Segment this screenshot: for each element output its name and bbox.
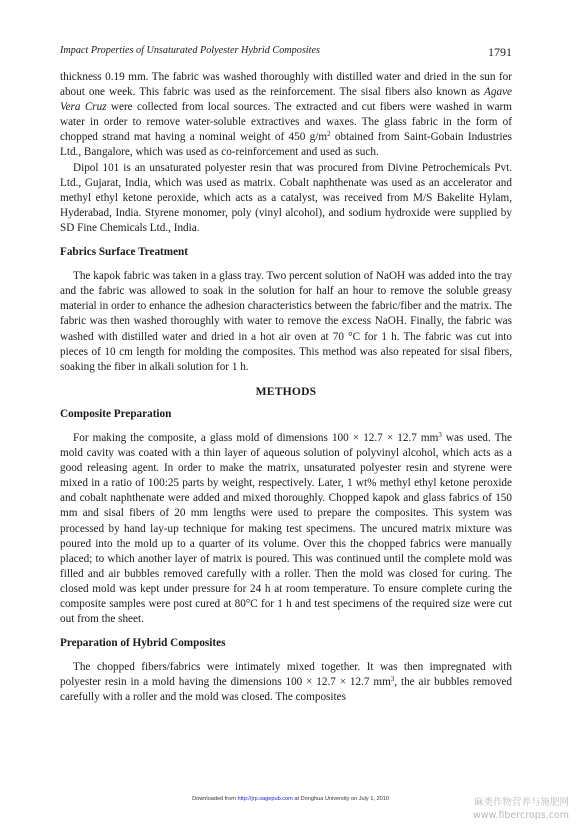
running-title: Impact Properties of Unsaturated Polyester Hybrid Composites: [60, 45, 320, 56]
paragraph-resin: Dipol 101 is an unsaturated polyester resin that was procured from Divine Petrochemicals Pvt. Ltd., Gujarat, India, which was used as matrix. Cobalt naphthenate was used as an accelerator and methyl ethyl ketone peroxide, which acts as a catalyst, was received from M/S Bakelite Hylam, Hyderabad, India. Styrene monomer, poly (vinyl alcohol), and sodium hydroxide were supplied by SD Fine Chemicals Ltd., India.: [60, 161, 512, 234]
site-watermark: [439, 796, 569, 822]
watermark-url: www.fibercrops.com: [472, 810, 569, 821]
page-number: 1791: [488, 45, 512, 59]
heading-hybrid-composites: Preparation of Hybrid Composites: [60, 637, 226, 650]
heading-fabrics-surface-treatment: Fabrics Surface Treatment: [60, 246, 189, 259]
paragraph-surface-treatment: The kapok fabric was taken in a glass tray. Two percent solution of NaOH was added into the tray and the fabric was allowed to soak in the solution for half an hour to remove the soluble greasy material in order to enhance the adhesion characteristics between the fabric/fiber and the matrix. The fabric was then washed thoroughly with water to remove the excess NaOH. Finally, the fabric was washed with distilled water and dried in a hot air oven at 70 °C for 1 h. The fabric was cut into pieces of 10 cm length for molding the composites. This method was also repeated for sisal fibers, soaking the fiber in alkali solution for 1 h.: [60, 270, 512, 373]
article-body: [60, 70, 512, 706]
species-name: Agave Vera Cruz: [60, 86, 512, 114]
paragraph-composite-preparation: For making the composite, a glass mold of dimensions 100 × 12.7 × 12.7 $mm^3$ was used. The mold cavity was coated with a thin layer of aqueous solution of polyvinyl alcohol, which acts as a good releasing agent. In order to make the matrix, unsaturated polyester resin and styrene were mixed in a ratio of 100:25 parts by weight, respectively. Later, 1 wt% methyl ethyl ketone peroxide and cobalt naphthenate were added and mixed thoroughly. Chopped kapok and glass fabrics of 150 mm and sisal fibers of 20 mm lengths were used to prepare the composites. This system was processed by hand lay-up technique for making test specimens. The uncured matrix mixture was poured into the mold up to a quarter of its volume. Over this the chopped fabrics were manually placed; to which another layer of matrix is poured. This was continued until the complete mold was filled and air bubbles removed carefully with a roller. Then the mold was closed for curing. The closed mold was kept under pressure for 24 h at room temperature. To ensure complete curing the composite samples were post cured at 80°C for 1 h and test specimens of the required size were cut out from the sheet.: [60, 430, 512, 626]
watermark-chinese-text: 麻类作物营养与施肥网: [473, 797, 569, 808]
paragraph-hybrid-composites: The chopped fibers/fabrics were intimately mixed together. It was then impregnated with polyester resin in a mold having the dimensions 100 × 12.7 × 12.7 $mm^3$, the air bubbles removed carefully with a roller and the mold was closed. The composites: [60, 661, 512, 704]
heading-composite-preparation: Composite Preparation: [60, 407, 172, 420]
heading-methods: METHODS: [255, 384, 317, 398]
download-footer: Downloaded from http://jrp.sagepub.com at Donghua University on July 1, 2010: [192, 796, 389, 802]
source-link[interactable]: http://jrp.sagepub.com: [237, 796, 293, 802]
running-header: [60, 45, 512, 59]
paragraph-materials-fibers: thickness 0.19 mm. The fabric was washed thoroughly with distilled water and dried in the sun for about one week. This fabric was used as the reinforcement. The sisal fibers also known as Agave Vera Cruz were collected from local sources. The extracted and cut fibers were washed in warm water in order to remove water-soluble extractives and waxes. The glass fabric in the form of chopped strand mat having a nominal weight of 450 $g/m^2$ obtained from Saint-Gobain Industries Ltd., Bangalore, which was used as co-reinforcement and used as such.: [60, 71, 512, 159]
